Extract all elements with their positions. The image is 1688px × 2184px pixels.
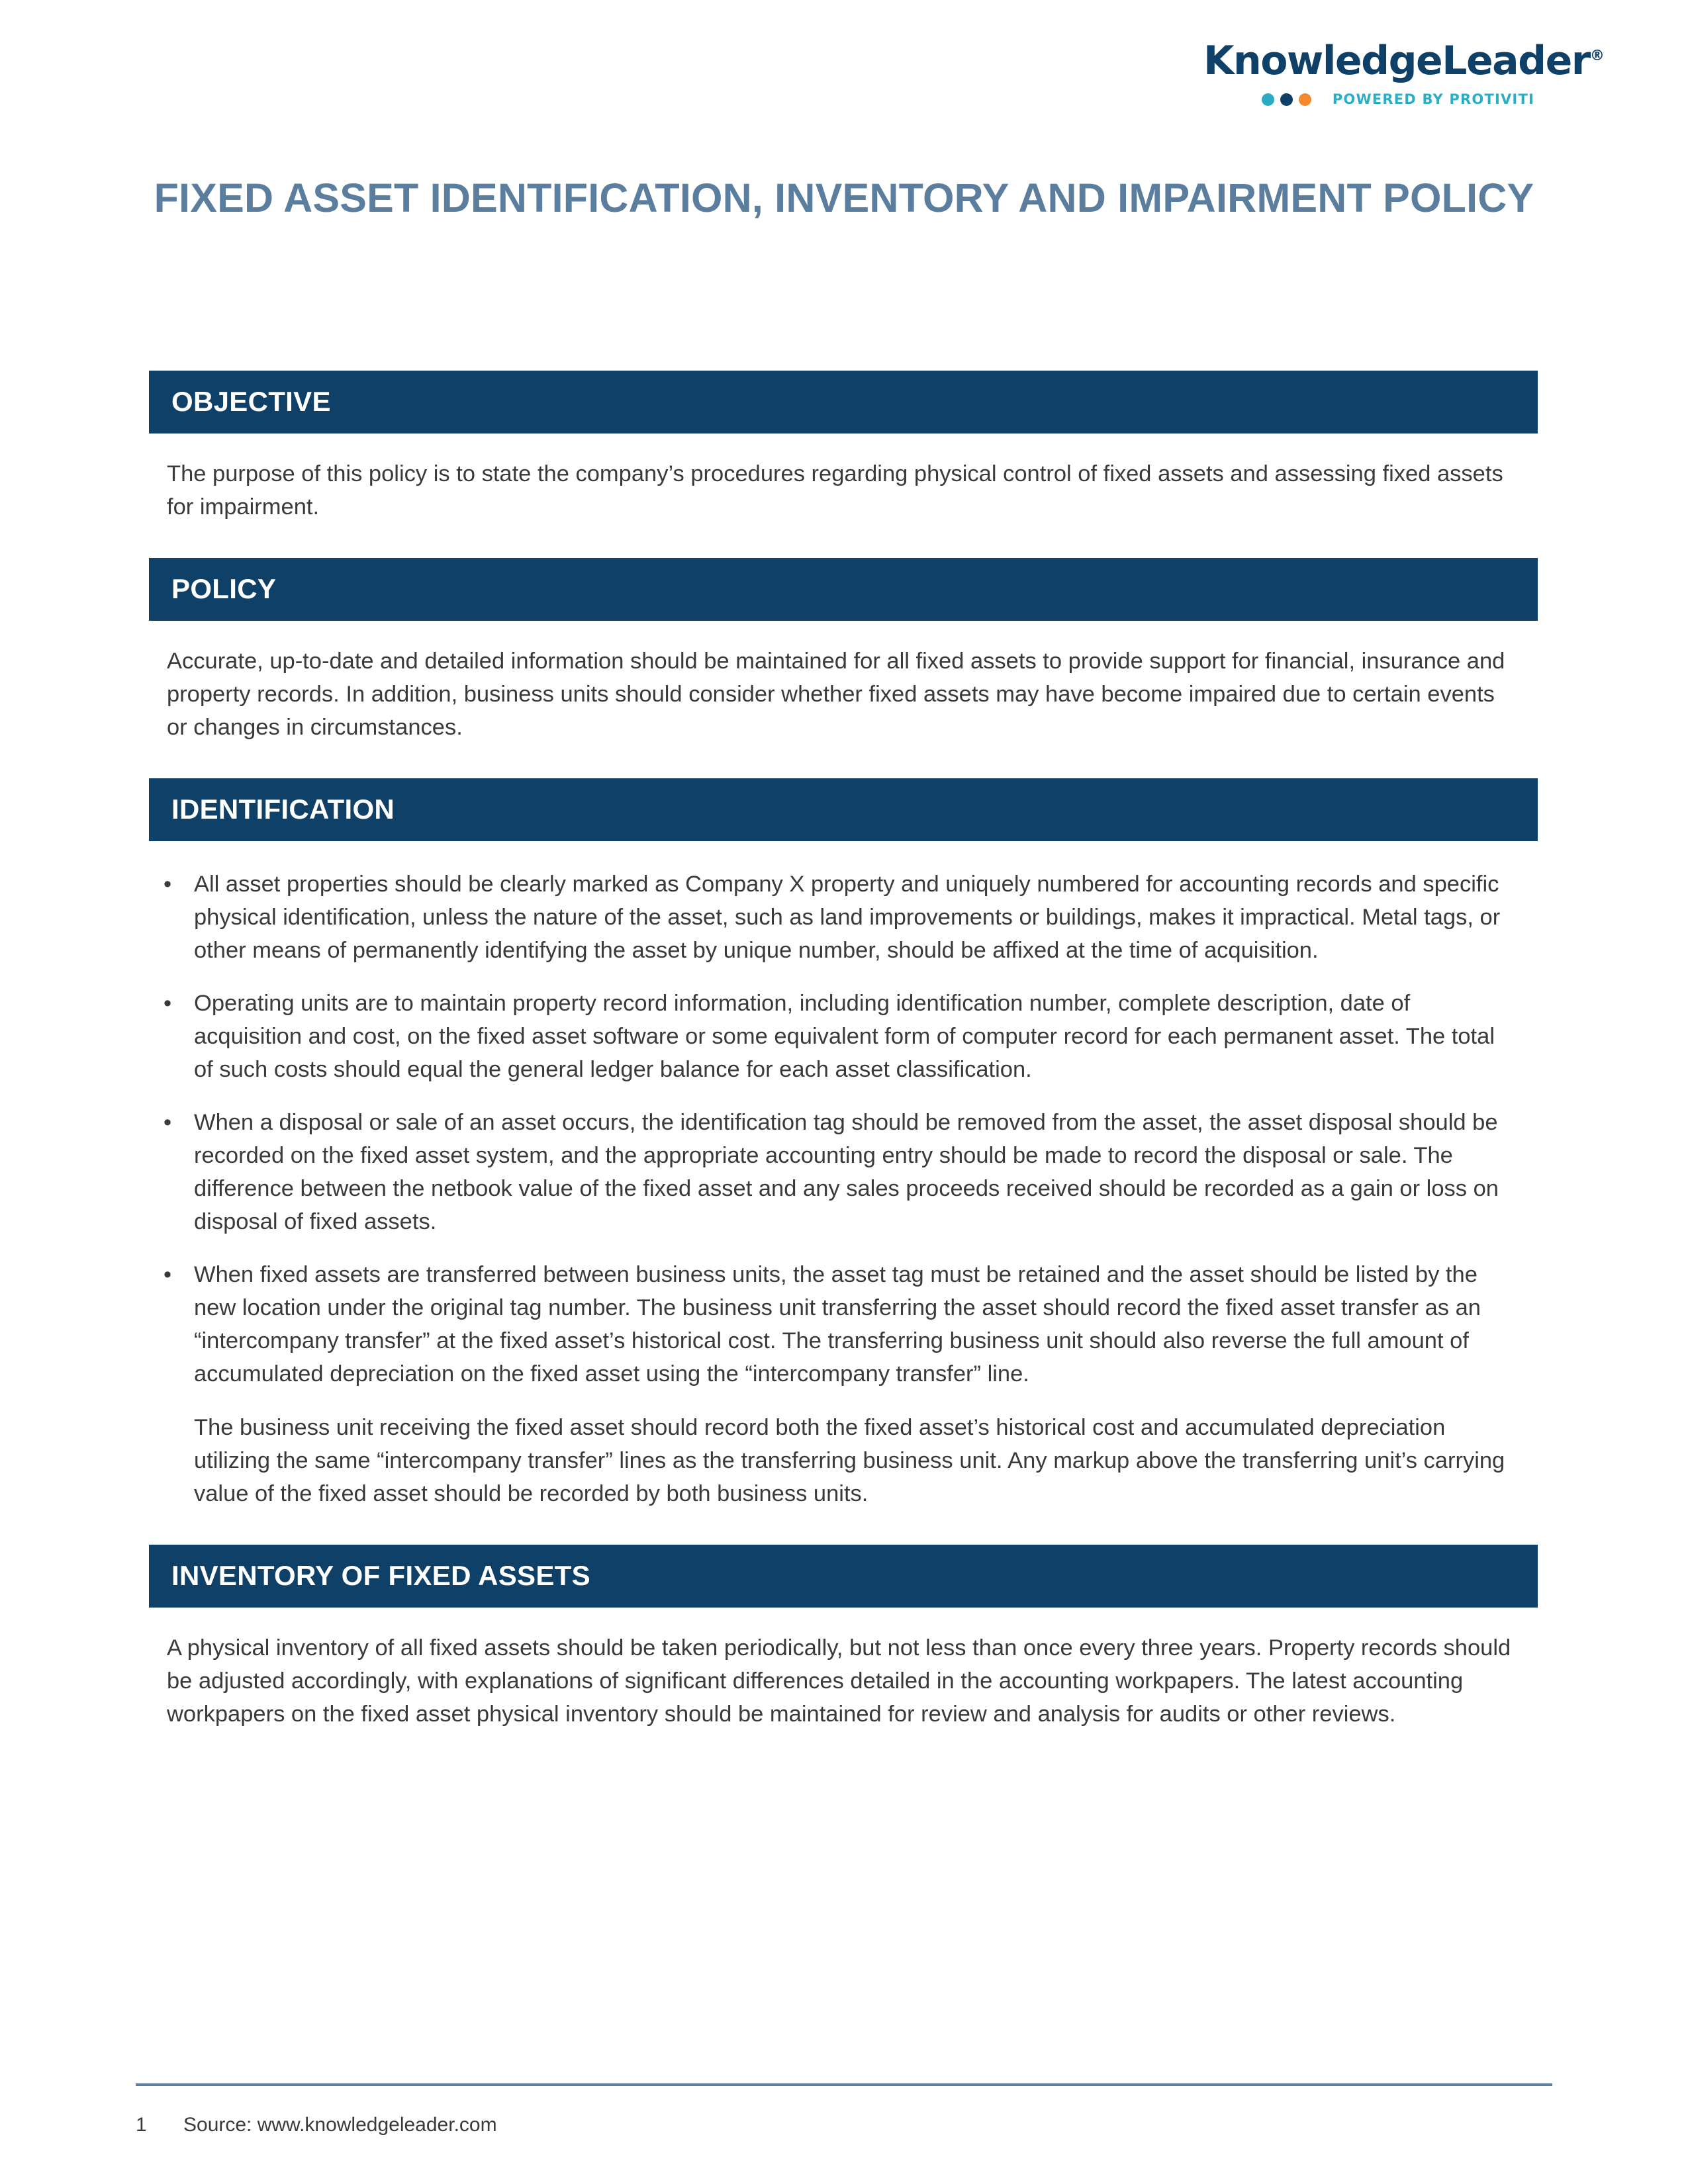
dot-orange-icon [1299,93,1311,106]
logo-tagline [1203,91,1534,107]
page-footer [136,2083,1559,2136]
dot-teal-icon [1262,93,1274,106]
knowledgeleader-logo [1203,38,1605,107]
bullet-glyph-icon: • [164,872,172,897]
list-item-text: When fixed assets are transferred between business units, the asset tag must be retained and the asset should be listed by the new location under the original tag number. The business unit transferring the asset should record the fixed asset transfer as an “intercompany transfer” at the fixed asset’s historical cost. The transferring business unit should also reverse the full amount of accumulated depreciation on the fixed asset using the “intercompany transfer” line. [194,1262,1481,1387]
footer-row [136,2114,1559,2136]
bullet-glyph-icon: • [164,1262,172,1288]
list-item [149,1258,1519,1510]
objective-paragraph: The purpose of this policy is to state the company’s procedures regarding physical control of fixed assets and assessing fixed assets for impairment. [167,461,1503,520]
page-title: FIXED ASSET IDENTIFICATION, INVENTORY AND IMPAIRMENT POLICY [154,175,1534,220]
section-heading-inventory-of-fixed-assets: INVENTORY OF FIXED ASSETS [149,1545,1538,1608]
bullet-glyph-icon: • [164,991,172,1017]
document-content [149,371,1539,1731]
footer-source-label: Source: www.knowledgeleader.com [183,2114,497,2136]
registered-trademark-icon: ® [1589,48,1605,64]
logo-wordmark [1203,38,1605,84]
logo-wordmark-leader: Leader [1442,38,1590,84]
powered-by-protiviti-label: POWERED BY PROTIVITI [1332,91,1534,107]
footer-divider [136,2083,1552,2086]
list-item-continuation-text: The business unit receiving the fixed asset should record both the fixed asset’s historical cost and accumulated depreciation utilizing the same “intercompany transfer” lines as the transferring business unit. Any markup above the transferring unit’s carrying value of the fixed asset should be recorded by both business units. [194,1415,1505,1507]
list-item [149,1106,1519,1238]
inventory-paragraph: A physical inventory of all fixed assets should be taken periodically, but not less than once every three years. Property records should be adjusted accordingly, with explanations of significant differences detailed in the accounting workpapers. The latest accounting workpapers on the fixed asset physical inventory should be maintained for review and analysis for audits or other reviews. [167,1635,1511,1727]
policy-paragraph: Accurate, up-to-date and detailed information should be maintained for all fixed assets to provide support for financial, insurance and property records. In addition, business units should consider whether fixed assets may have become impaired due to certain events or changes in circumstances. [167,649,1505,741]
page-number: 1 [136,2114,147,2136]
logo-wordmark-knowledge: Knowledge [1203,38,1442,84]
section-heading-identification: IDENTIFICATION [149,778,1538,841]
list-item [149,868,1519,967]
list-item-text: When a disposal or sale of an asset occurs, the identification tag should be removed from the asset, the asset disposal should be recorded on the fixed asset system, and the appropriate accounting entry should be made to record the disposal or sale. The difference between the netbook value of the fixed asset and any sales proceeds received should be recorded as a gain or loss on disposal of fixed assets. [194,1110,1499,1235]
list-item [149,987,1519,1086]
identification-bullet-list [149,868,1519,1510]
section-heading-policy: POLICY [149,558,1538,621]
section-heading-objective: OBJECTIVE [149,371,1538,433]
bullet-glyph-icon: • [164,1110,172,1136]
dot-navy-icon [1280,93,1293,106]
list-item-text: Operating units are to maintain property record information, including identification number, complete description, date of acquisition and cost, on the fixed asset software or some equivalent form of computer record for each permanent asset. The total of such costs should equal the general ledger balance for each asset classification. [194,991,1495,1083]
list-item-text: All asset properties should be clearly marked as Company X property and uniquely numbered for accounting records and specific physical identification, unless the nature of the asset, such as land improvements or buildings, makes it impractical. Metal tags, or other means of permanently identifying the asset by unique number, should be affixed at the time of acquisition. [194,872,1501,964]
protiviti-dots-icon [1262,93,1311,106]
